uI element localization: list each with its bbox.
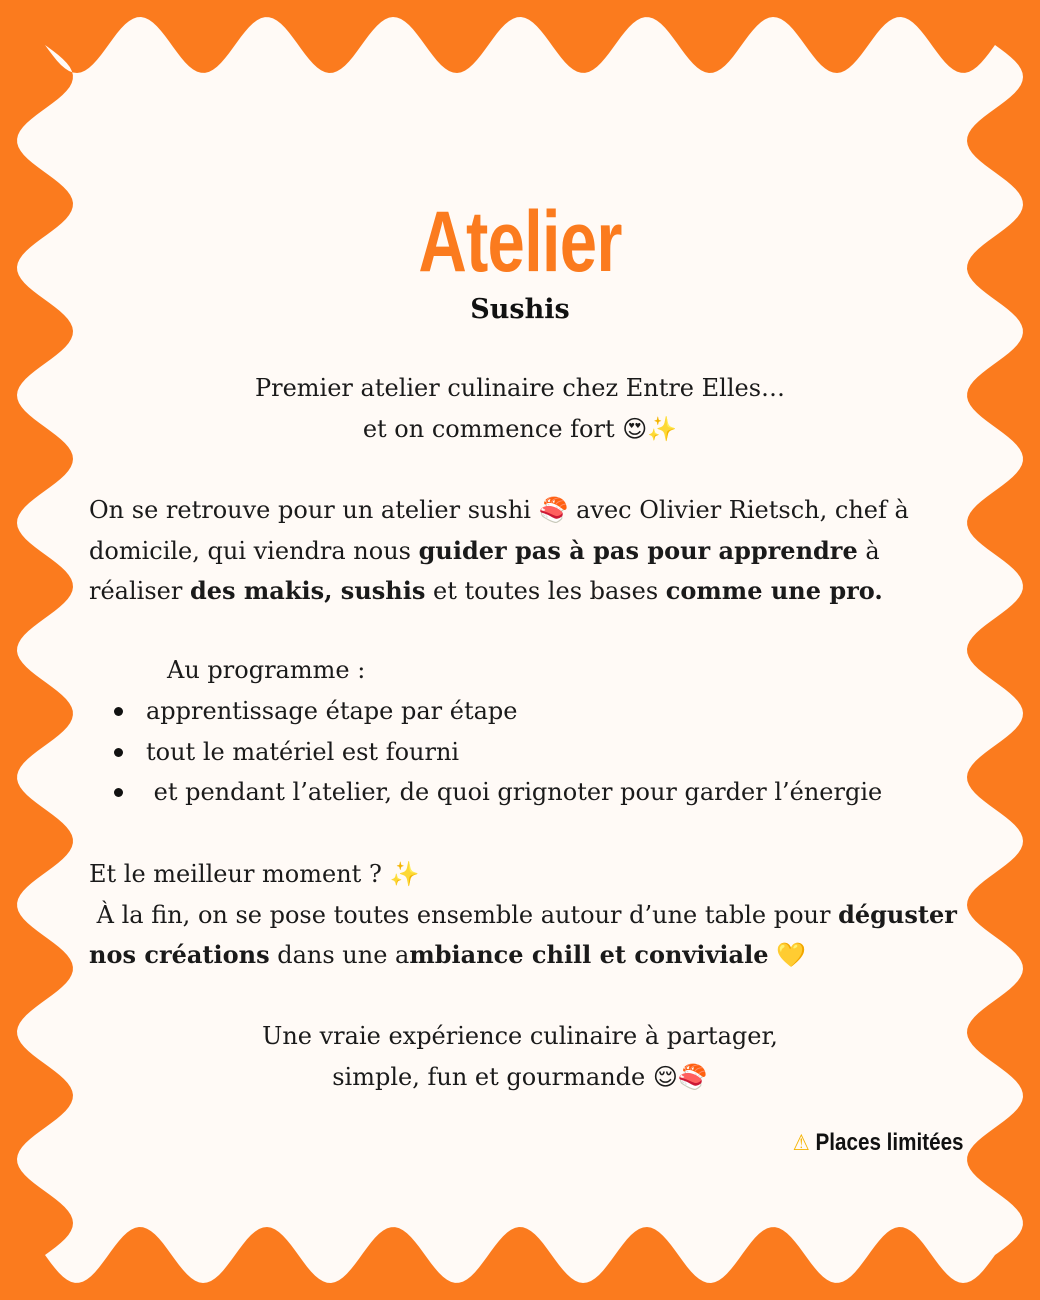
intro-line-2: et on commence fort — [362, 414, 615, 443]
closing-line-2: simple, fun et gourmande — [332, 1062, 653, 1091]
relieved-sushi-icon: 😌🍣 — [652, 1062, 708, 1091]
best-moment-question: Et le meilleur moment ? — [89, 860, 390, 888]
page-subtitle: Sushis — [470, 294, 570, 325]
heart-eyes-sparkles-icon: 😍✨ — [622, 414, 678, 443]
bullet-icon — [114, 707, 123, 716]
sparkles-icon: ✨ — [389, 860, 420, 888]
closing-text — [0, 1016, 1040, 1097]
description-part-3: à réaliser — [89, 536, 880, 606]
description-bold-2: des makis, sushis — [189, 576, 426, 606]
description-part-2: avec Olivier Rietsch, chef à domicile, qui viendra nous — [89, 496, 909, 565]
closing-line-1: Une vraie expérience culinaire à partager, — [262, 1022, 778, 1050]
page-title: Atelier — [418, 194, 622, 290]
best-moment-bold-2: mbiance chill et conviviale — [409, 940, 769, 970]
best-moment-bold-1: déguster nos créations — [89, 899, 957, 970]
intro-line-1: Premier atelier culinaire chez Entre Elles… — [254, 374, 786, 402]
yellow-heart-icon: 💛 — [776, 941, 807, 970]
bullet-icon — [114, 788, 123, 797]
description-part-1: On se retrouve pour un atelier sushi — [89, 496, 539, 524]
intro-text — [0, 368, 1040, 449]
best-moment-part-1: À la fin, on se pose toutes ensemble autour d’une table pour — [89, 900, 839, 929]
description-bold-3: comme une pro. — [665, 576, 883, 606]
description-bold-1: guider pas à pas pour apprendre — [418, 535, 858, 565]
programme-list — [110, 691, 882, 813]
description-part-4: et toutes les bases — [425, 577, 666, 606]
description-text — [89, 490, 969, 612]
warning-icon: ⚠ — [793, 1131, 811, 1156]
programme-heading: Au programme : — [167, 656, 366, 684]
list-item: tout le matériel est fourni — [110, 732, 882, 773]
list-item: apprentissage étape par étape — [110, 691, 882, 732]
list-item: et pendant l’atelier, de quoi grignoter pour garder l’énergie — [110, 772, 882, 813]
bullet-icon — [114, 748, 123, 757]
best-moment-part-2: dans une a — [269, 941, 410, 970]
places-limited-label: Places limitées — [815, 1129, 964, 1156]
best-moment-text — [89, 854, 989, 976]
sushi-icon: 🍣 — [538, 496, 569, 524]
places-limited-note — [793, 1126, 964, 1161]
